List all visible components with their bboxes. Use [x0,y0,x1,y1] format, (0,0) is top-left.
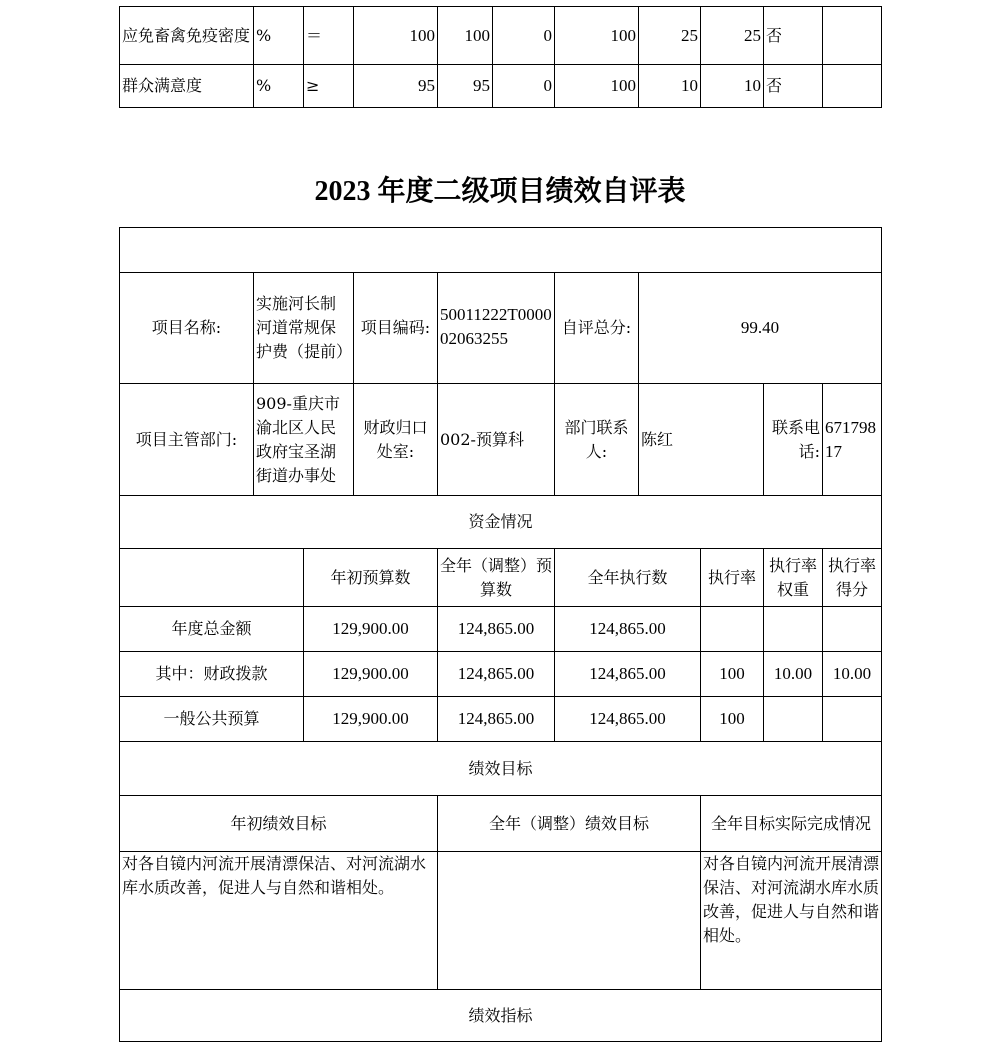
funds-score: 10.00 [823,652,882,697]
funds-adjusted: 124,865.00 [438,607,555,652]
indicator-table-continuation [119,6,882,108]
table-row [120,549,882,607]
table-row [120,742,882,796]
blank-header-row [120,228,882,273]
indicator-actual: 95 [438,65,493,108]
table-row [120,273,882,384]
funds-weight: 10.00 [764,652,823,697]
indicator-target: 95 [354,65,438,108]
funds-header-score: 执行率得分 [823,549,882,607]
dept: 909-重庆市渝北区人民政府宝圣湖街道办事处 [254,384,354,496]
self-evaluation-table [119,227,882,1042]
funds-row-label: 其中：财政拨款 [120,652,304,697]
goals-section-title: 绩效目标 [120,742,882,796]
funds-rate: 100 [701,652,764,697]
contact-label: 部门联系人: [555,384,639,496]
funds-initial: 129,900.00 [304,607,438,652]
indicator-target: 100 [354,7,438,65]
indicator-flag: 否 [764,7,823,65]
indicator-note [823,7,882,65]
finance-office: 002-预算科 [438,384,555,496]
indicator-name: 群众满意度 [120,65,254,108]
indicator-note [823,65,882,108]
funds-adjusted: 124,865.00 [438,652,555,697]
indicator-flag: 否 [764,65,823,108]
project-name: 实施河长制河道常规保护费（提前） [254,273,354,384]
indicator-score: 25 [701,7,764,65]
indicator-rate: 100 [555,7,639,65]
table-row [120,652,882,697]
indicator-diff: 0 [493,65,555,108]
funds-executed: 124,865.00 [555,607,701,652]
indicator-unit: % [254,7,304,65]
funds-score [823,697,882,742]
table-row [120,697,882,742]
funds-rate: 100 [701,697,764,742]
phone-label: 联系电话: [764,384,823,496]
funds-section-title: 资金情况 [120,496,882,549]
indicator-name: 应免畜禽免疫密度 [120,7,254,65]
funds-adjusted: 124,865.00 [438,697,555,742]
self-score: 99.40 [639,273,882,384]
funds-row-label: 年度总金额 [120,607,304,652]
funds-header-executed: 全年执行数 [555,549,701,607]
finance-label: 财政归口处室: [354,384,438,496]
funds-score [823,607,882,652]
dept-label: 项目主管部门: [120,384,254,496]
table-row [120,607,882,652]
funds-header-blank [120,549,304,607]
funds-executed: 124,865.00 [555,652,701,697]
indicator-weight: 25 [639,7,701,65]
funds-weight [764,697,823,742]
table-row [120,990,882,1042]
funds-initial: 129,900.00 [304,652,438,697]
contact-person: 陈红 [639,384,764,496]
indicator-weight: 10 [639,65,701,108]
funds-header-initial: 年初预算数 [304,549,438,607]
phone: 67179817 [823,384,882,496]
funds-header-adjusted: 全年（调整）预算数 [438,549,555,607]
goals-adjusted [438,852,701,990]
table-row [120,796,882,852]
project-code-label: 项目编码: [354,273,438,384]
table-row [120,384,882,496]
funds-header-rate: 执行率 [701,549,764,607]
table-row [120,65,882,108]
funds-weight [764,607,823,652]
table-row [120,496,882,549]
indicator-operator: ＝ [304,7,354,65]
project-code: 50011222T000002063255 [438,273,555,384]
table-row [120,228,882,273]
indicators-section-title: 绩效指标 [120,990,882,1042]
score-label: 自评总分: [555,273,639,384]
funds-executed: 124,865.00 [555,697,701,742]
goals-header-adjusted: 全年（调整）绩效目标 [438,796,701,852]
indicator-rate: 100 [555,65,639,108]
goals-header-initial: 年初绩效目标 [120,796,438,852]
goals-initial: 对各自镜内河流开展清漂保洁、对河流湖水库水质改善，促进人与自然和谐相处。 [120,852,438,990]
project-name-label: 项目名称: [120,273,254,384]
indicator-actual: 100 [438,7,493,65]
indicator-operator: ≥ [304,65,354,108]
funds-row-label: 一般公共预算 [120,697,304,742]
goals-header-actual: 全年目标实际完成情况 [701,796,882,852]
table-row [120,852,882,990]
indicator-diff: 0 [493,7,555,65]
goals-actual: 对各自镜内河流开展清漂保洁、对河流湖水库水质改善，促进人与自然和谐相处。 [701,852,882,990]
indicator-unit: % [254,65,304,108]
funds-header-weight: 执行率权重 [764,549,823,607]
funds-rate [701,607,764,652]
indicator-score: 10 [701,65,764,108]
funds-initial: 129,900.00 [304,697,438,742]
table-row [120,7,882,65]
page-title: 2023 年度二级项目绩效自评表 [314,176,686,207]
